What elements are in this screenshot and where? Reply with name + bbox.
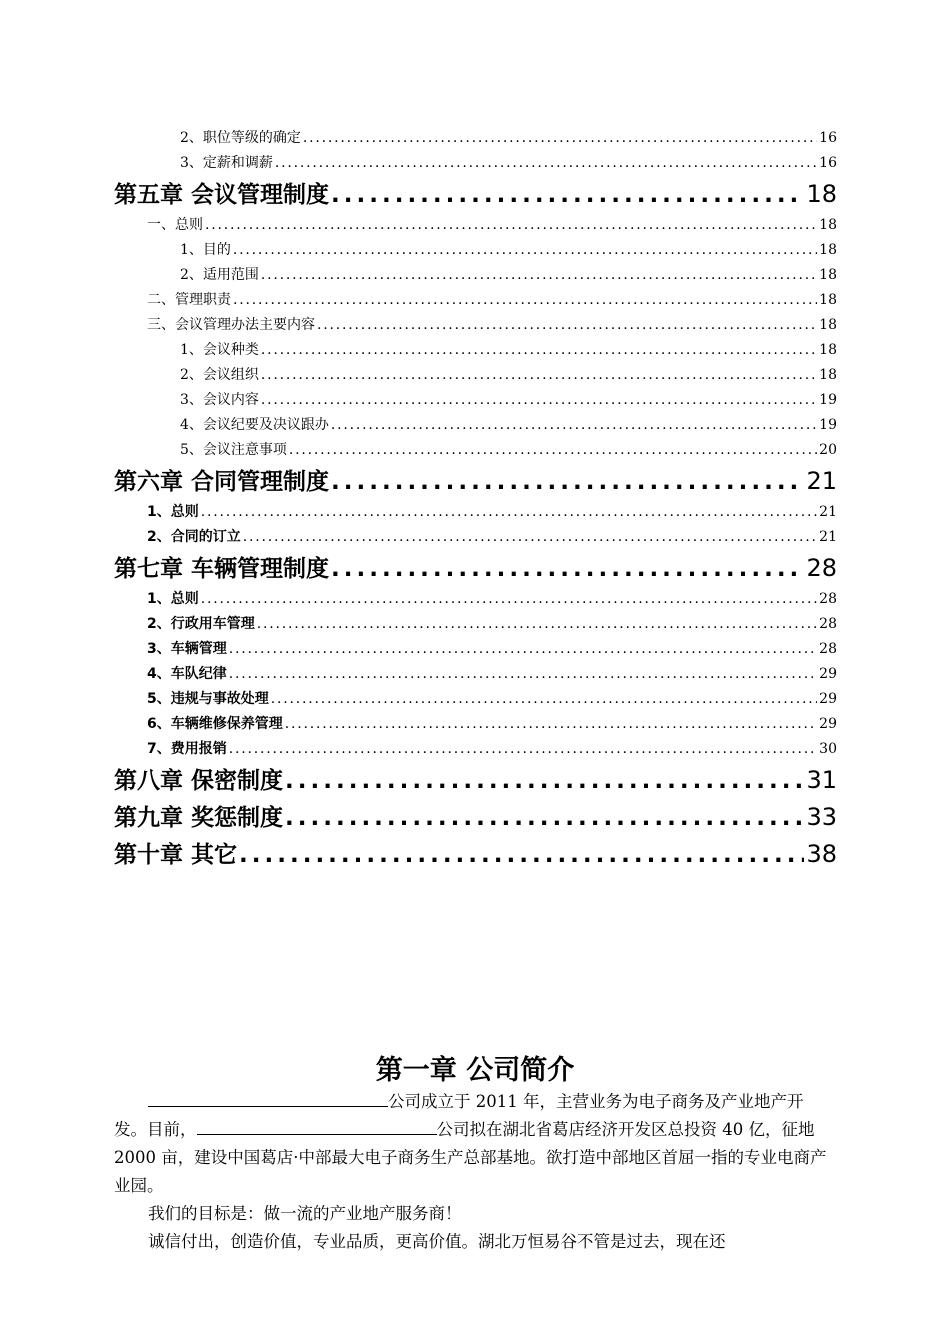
toc-entry-label: 4、车队纪律 xyxy=(147,666,227,682)
toc-chapter-entry[interactable] xyxy=(0,176,950,213)
toc-entry-label: 2、适用范围 xyxy=(180,267,259,283)
toc-entry[interactable] xyxy=(0,687,950,712)
toc-page-number: 18 xyxy=(819,242,837,258)
toc-leader-dots xyxy=(233,288,817,313)
paragraph-text: 公司成立于 2011 年，主营业务为电子商务及产业地产开发。目前， xyxy=(114,1092,804,1139)
toc-entry[interactable] xyxy=(0,338,950,363)
toc-page-number: 29 xyxy=(819,691,837,707)
toc-entry[interactable] xyxy=(0,500,950,525)
toc-leader-dots xyxy=(205,213,817,238)
toc-entry[interactable] xyxy=(0,662,950,687)
toc-page-number: 18 xyxy=(819,367,837,383)
toc-page-number: 18 xyxy=(819,267,837,283)
toc-chapter-entry[interactable] xyxy=(0,836,950,873)
toc-entry[interactable] xyxy=(0,238,950,263)
toc-entry-label: 2、职位等级的确定 xyxy=(180,130,301,146)
toc-page-number: 19 xyxy=(819,392,837,408)
toc-leader-dots xyxy=(285,712,817,737)
toc-leader-dots xyxy=(331,177,804,214)
toc-leader-dots xyxy=(331,464,804,501)
toc-leader-dots xyxy=(261,388,817,413)
toc-chapter-entry[interactable] xyxy=(0,762,950,799)
toc-chapter-entry[interactable] xyxy=(0,799,950,836)
table-of-contents xyxy=(0,126,950,873)
toc-page-number: 18 xyxy=(819,342,837,358)
toc-entry[interactable] xyxy=(0,438,950,463)
toc-entry-label: 第六章 合同管理制度 xyxy=(114,469,330,495)
toc-leader-dots xyxy=(229,662,817,687)
toc-page-number: 20 xyxy=(819,442,837,458)
toc-entry-label: 3、定薪和调薪 xyxy=(180,155,273,171)
toc-leader-dots xyxy=(239,837,804,874)
toc-leader-dots xyxy=(233,238,817,263)
toc-entry-label: 4、会议纪要及决议跟办 xyxy=(180,417,329,433)
toc-page-number: 19 xyxy=(819,417,837,433)
toc-page-number: 18 xyxy=(819,317,837,333)
paragraph-text: 公司拟在湖北省葛店经济开发区总投资 40 亿，征地 2000 亩，建设中国葛店·中部最大电子商务生产总部基地。欲打造中部地区首屈一指的专业电商产业园。 xyxy=(114,1120,827,1195)
toc-page-number: 18 xyxy=(806,180,837,208)
toc-leader-dots xyxy=(289,438,817,463)
toc-entry[interactable] xyxy=(0,525,950,550)
toc-page-number: 28 xyxy=(819,641,837,657)
toc-entry-label: 1、目的 xyxy=(180,242,231,258)
toc-entry-label: 3、会议内容 xyxy=(180,392,259,408)
toc-page-number: 16 xyxy=(819,155,837,171)
toc-entry-label: 第十章 其它 xyxy=(114,842,238,868)
toc-page-number: 21 xyxy=(806,467,837,495)
toc-entry-label: 第八章 保密制度 xyxy=(114,768,284,794)
toc-entry-label: 第七章 车辆管理制度 xyxy=(114,556,330,582)
toc-entry[interactable] xyxy=(0,263,950,288)
toc-leader-dots xyxy=(275,151,817,176)
toc-leader-dots xyxy=(317,313,817,338)
toc-entry-label: 3、车辆管理 xyxy=(147,641,227,657)
toc-entry-label: 1、总则 xyxy=(147,591,199,607)
toc-entry-label: 1、总则 xyxy=(147,504,199,520)
toc-page-number: 38 xyxy=(806,840,837,868)
toc-leader-dots xyxy=(229,637,817,662)
toc-entry[interactable] xyxy=(0,388,950,413)
toc-page-number: 31 xyxy=(806,766,837,794)
toc-entry[interactable] xyxy=(0,313,950,338)
blank-underline xyxy=(148,1088,388,1107)
toc-page-number: 29 xyxy=(819,716,837,732)
toc-page-number: 33 xyxy=(806,803,837,831)
toc-entry[interactable] xyxy=(0,587,950,612)
toc-leader-dots xyxy=(261,338,817,363)
toc-leader-dots xyxy=(271,687,817,712)
toc-entry-label: 第五章 会议管理制度 xyxy=(114,182,330,208)
toc-page-number: 28 xyxy=(819,616,837,632)
toc-entry[interactable] xyxy=(0,712,950,737)
chapter-title: 第一章 公司简介 xyxy=(375,1055,575,1086)
paragraph-goal: 我们的目标是：做一流的产业地产服务商！ xyxy=(148,1204,462,1223)
toc-leader-dots xyxy=(331,413,817,438)
toc-page-number: 21 xyxy=(819,504,837,520)
toc-leader-dots xyxy=(261,263,817,288)
toc-entry-label: 6、车辆维修保养管理 xyxy=(147,716,283,732)
toc-page-number: 16 xyxy=(819,130,837,146)
toc-entry[interactable] xyxy=(0,288,950,313)
paragraph-intro xyxy=(114,1088,830,1200)
toc-page-number: 18 xyxy=(819,292,837,308)
toc-leader-dots xyxy=(285,763,804,800)
toc-leader-dots xyxy=(257,612,817,637)
toc-entry-label: 一、总则 xyxy=(147,217,203,233)
toc-leader-dots xyxy=(331,551,804,588)
toc-entry[interactable] xyxy=(0,612,950,637)
toc-page-number: 28 xyxy=(819,591,837,607)
toc-page-number: 18 xyxy=(819,217,837,233)
toc-chapter-entry[interactable] xyxy=(0,550,950,587)
toc-entry[interactable] xyxy=(0,363,950,388)
toc-leader-dots xyxy=(285,800,804,837)
toc-entry-label: 5、违规与事故处理 xyxy=(147,691,269,707)
toc-chapter-entry[interactable] xyxy=(0,463,950,500)
chapter-body xyxy=(114,1088,830,1256)
toc-entry-label: 5、会议注意事项 xyxy=(180,442,287,458)
toc-entry[interactable] xyxy=(0,637,950,662)
toc-leader-dots xyxy=(303,126,817,151)
toc-page-number: 29 xyxy=(819,666,837,682)
toc-entry[interactable] xyxy=(0,413,950,438)
paragraph-values: 诚信付出，创造价值，专业品质，更高价值。湖北万恒易谷不管是过去，现在还 xyxy=(148,1232,726,1251)
toc-entry-label: 1、会议种类 xyxy=(180,342,259,358)
toc-entry-label: 二、管理职责 xyxy=(147,292,231,308)
toc-entry-label: 2、会议组织 xyxy=(180,367,259,383)
toc-leader-dots xyxy=(261,363,817,388)
toc-leader-dots xyxy=(243,525,817,550)
toc-entry-label: 2、合同的订立 xyxy=(147,529,241,545)
toc-entry-label: 7、费用报销 xyxy=(147,741,227,757)
toc-entry[interactable] xyxy=(0,151,950,176)
toc-leader-dots xyxy=(229,737,817,762)
toc-page-number: 28 xyxy=(806,554,837,582)
toc-entry-label: 2、行政用车管理 xyxy=(147,616,255,632)
toc-entry[interactable] xyxy=(0,126,950,151)
toc-entry[interactable] xyxy=(0,213,950,238)
blank-underline xyxy=(197,1116,437,1135)
toc-page-number: 30 xyxy=(819,741,837,757)
toc-leader-dots xyxy=(201,587,817,612)
toc-leader-dots xyxy=(201,500,817,525)
toc-page-number: 21 xyxy=(819,529,837,545)
toc-entry[interactable] xyxy=(0,737,950,762)
toc-entry-label: 三、会议管理办法主要内容 xyxy=(147,317,315,333)
toc-entry-label: 第九章 奖惩制度 xyxy=(114,805,284,831)
